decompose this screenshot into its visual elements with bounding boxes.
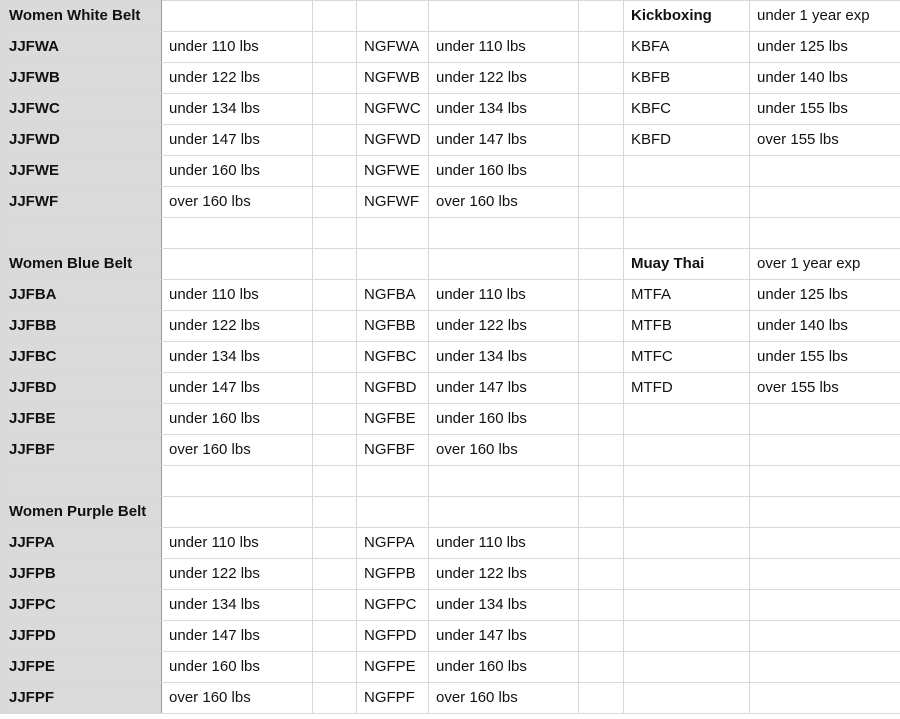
- table-cell[interactable]: [313, 311, 357, 342]
- table-cell[interactable]: [750, 156, 900, 187]
- table-row: [1, 342, 900, 373]
- table-cell[interactable]: [750, 683, 900, 714]
- table-cell[interactable]: Muay Thai: [624, 249, 750, 280]
- table-cell[interactable]: under 125 lbs: [750, 32, 900, 63]
- table-cell[interactable]: under 155 lbs: [750, 342, 900, 373]
- table-cell[interactable]: [579, 218, 624, 249]
- table-cell[interactable]: NGFWD: [357, 125, 429, 156]
- table-cell[interactable]: [579, 590, 624, 621]
- table-row: [1, 125, 900, 156]
- table-cell[interactable]: [624, 652, 750, 683]
- table-cell[interactable]: [750, 621, 900, 652]
- table-cell[interactable]: [579, 1, 624, 32]
- table-cell[interactable]: [313, 683, 357, 714]
- table-cell[interactable]: under 122 lbs: [429, 559, 579, 590]
- section-header-row: [1, 249, 900, 280]
- table-cell[interactable]: [429, 466, 579, 497]
- spreadsheet-body: [1, 1, 900, 714]
- table-cell[interactable]: [357, 1, 429, 32]
- table-cell[interactable]: MTFA: [624, 280, 750, 311]
- table-cell[interactable]: [313, 652, 357, 683]
- table-cell[interactable]: under 134 lbs: [429, 94, 579, 125]
- table-cell[interactable]: [429, 218, 579, 249]
- table-cell[interactable]: [357, 497, 429, 528]
- table-cell[interactable]: [750, 559, 900, 590]
- table-cell[interactable]: JJFPB: [1, 559, 162, 590]
- table-cell[interactable]: under 140 lbs: [750, 63, 900, 94]
- table-cell[interactable]: [313, 528, 357, 559]
- table-cell[interactable]: [624, 466, 750, 497]
- table-cell[interactable]: [313, 280, 357, 311]
- table-cell[interactable]: [579, 683, 624, 714]
- table-cell[interactable]: under 134 lbs: [429, 590, 579, 621]
- table-cell[interactable]: JJFWD: [1, 125, 162, 156]
- table-cell[interactable]: NGFBE: [357, 404, 429, 435]
- table-row: [1, 528, 900, 559]
- table-row: [1, 466, 900, 497]
- table-cell[interactable]: [357, 466, 429, 497]
- table-cell[interactable]: [313, 63, 357, 94]
- table-cell[interactable]: under 110 lbs: [429, 32, 579, 63]
- table-cell[interactable]: [1, 218, 162, 249]
- table-row: [1, 621, 900, 652]
- table-cell[interactable]: [1, 466, 162, 497]
- table-cell[interactable]: [579, 497, 624, 528]
- table-cell[interactable]: under 160 lbs: [162, 156, 313, 187]
- table-cell[interactable]: [429, 1, 579, 32]
- table-cell[interactable]: [579, 125, 624, 156]
- table-cell[interactable]: [750, 435, 900, 466]
- table-cell[interactable]: under 147 lbs: [429, 373, 579, 404]
- table-cell[interactable]: Women White Belt: [1, 1, 162, 32]
- table-cell[interactable]: over 155 lbs: [750, 125, 900, 156]
- table-row: [1, 652, 900, 683]
- table-cell[interactable]: over 160 lbs: [162, 683, 313, 714]
- table-cell[interactable]: JJFBF: [1, 435, 162, 466]
- table-cell[interactable]: [313, 497, 357, 528]
- table-cell[interactable]: [429, 249, 579, 280]
- table-cell[interactable]: [750, 528, 900, 559]
- table-cell[interactable]: [579, 621, 624, 652]
- table-cell[interactable]: NGFBA: [357, 280, 429, 311]
- table-cell[interactable]: JJFPD: [1, 621, 162, 652]
- table-cell[interactable]: [162, 1, 313, 32]
- table-row: [1, 156, 900, 187]
- table-cell[interactable]: under 110 lbs: [162, 528, 313, 559]
- table-cell[interactable]: NGFWF: [357, 187, 429, 218]
- table-row: [1, 373, 900, 404]
- table-cell[interactable]: JJFWF: [1, 187, 162, 218]
- table-cell[interactable]: [579, 156, 624, 187]
- table-cell[interactable]: under 147 lbs: [429, 621, 579, 652]
- table-cell[interactable]: JJFPF: [1, 683, 162, 714]
- table-cell[interactable]: [624, 559, 750, 590]
- table-cell[interactable]: JJFPE: [1, 652, 162, 683]
- table-cell[interactable]: [313, 466, 357, 497]
- table-cell[interactable]: [624, 435, 750, 466]
- table-cell[interactable]: under 122 lbs: [162, 63, 313, 94]
- table-cell[interactable]: [162, 466, 313, 497]
- table-cell[interactable]: [624, 187, 750, 218]
- table-cell[interactable]: [313, 435, 357, 466]
- table-cell[interactable]: under 122 lbs: [429, 311, 579, 342]
- table-cell[interactable]: NGFPE: [357, 652, 429, 683]
- table-cell[interactable]: [624, 218, 750, 249]
- table-row: [1, 559, 900, 590]
- table-cell[interactable]: under 147 lbs: [162, 373, 313, 404]
- table-cell[interactable]: JJFWA: [1, 32, 162, 63]
- table-row: [1, 435, 900, 466]
- table-cell[interactable]: NGFBF: [357, 435, 429, 466]
- table-row: [1, 187, 900, 218]
- table-cell[interactable]: [579, 373, 624, 404]
- table-cell[interactable]: JJFWB: [1, 63, 162, 94]
- table-cell[interactable]: under 147 lbs: [162, 125, 313, 156]
- table-cell[interactable]: NGFBC: [357, 342, 429, 373]
- table-cell[interactable]: under 134 lbs: [429, 342, 579, 373]
- table-cell[interactable]: [313, 1, 357, 32]
- table-cell[interactable]: NGFWA: [357, 32, 429, 63]
- table-cell[interactable]: [624, 621, 750, 652]
- table-cell[interactable]: under 155 lbs: [750, 94, 900, 125]
- table-cell[interactable]: under 125 lbs: [750, 280, 900, 311]
- table-cell[interactable]: [579, 63, 624, 94]
- table-cell[interactable]: under 160 lbs: [429, 652, 579, 683]
- table-row: [1, 590, 900, 621]
- table-cell[interactable]: [624, 590, 750, 621]
- table-cell[interactable]: KBFA: [624, 32, 750, 63]
- table-cell[interactable]: JJFPC: [1, 590, 162, 621]
- table-cell[interactable]: JJFWE: [1, 156, 162, 187]
- table-cell[interactable]: [579, 187, 624, 218]
- table-cell[interactable]: MTFC: [624, 342, 750, 373]
- table-cell[interactable]: [579, 559, 624, 590]
- table-cell[interactable]: [579, 249, 624, 280]
- table-cell[interactable]: [429, 497, 579, 528]
- table-cell[interactable]: over 160 lbs: [429, 187, 579, 218]
- table-row: [1, 683, 900, 714]
- table-cell[interactable]: under 110 lbs: [162, 280, 313, 311]
- table-cell[interactable]: [624, 156, 750, 187]
- table-cell[interactable]: [313, 32, 357, 63]
- table-cell[interactable]: [750, 218, 900, 249]
- table-cell[interactable]: [162, 218, 313, 249]
- table-row: [1, 404, 900, 435]
- section-header-row: [1, 497, 900, 528]
- table-row: [1, 32, 900, 63]
- table-cell[interactable]: [313, 559, 357, 590]
- table-cell[interactable]: [313, 590, 357, 621]
- table-cell[interactable]: NGFBD: [357, 373, 429, 404]
- table-cell[interactable]: [313, 249, 357, 280]
- table-cell[interactable]: over 160 lbs: [162, 187, 313, 218]
- table-cell[interactable]: under 160 lbs: [429, 404, 579, 435]
- table-cell[interactable]: NGFBB: [357, 311, 429, 342]
- table-cell[interactable]: [313, 125, 357, 156]
- table-row: [1, 311, 900, 342]
- table-cell[interactable]: [579, 94, 624, 125]
- table-cell[interactable]: NGFWE: [357, 156, 429, 187]
- table-cell[interactable]: under 134 lbs: [162, 94, 313, 125]
- table-cell[interactable]: under 134 lbs: [162, 590, 313, 621]
- table-cell[interactable]: JJFBD: [1, 373, 162, 404]
- table-cell[interactable]: [313, 621, 357, 652]
- table-cell[interactable]: [357, 249, 429, 280]
- table-cell[interactable]: [624, 683, 750, 714]
- table-cell[interactable]: [579, 342, 624, 373]
- table-cell[interactable]: under 140 lbs: [750, 311, 900, 342]
- table-cell[interactable]: NGFPC: [357, 590, 429, 621]
- table-cell[interactable]: [313, 373, 357, 404]
- table-cell[interactable]: over 1 year exp: [750, 249, 900, 280]
- table-cell[interactable]: [313, 187, 357, 218]
- table-cell[interactable]: JJFWC: [1, 94, 162, 125]
- table-cell[interactable]: under 122 lbs: [162, 311, 313, 342]
- table-cell[interactable]: under 147 lbs: [429, 125, 579, 156]
- table-cell[interactable]: NGFPB: [357, 559, 429, 590]
- table-cell[interactable]: under 160 lbs: [162, 652, 313, 683]
- table-cell[interactable]: [624, 404, 750, 435]
- table-cell[interactable]: [750, 497, 900, 528]
- table-row: [1, 218, 900, 249]
- table-cell[interactable]: KBFB: [624, 63, 750, 94]
- table-cell[interactable]: [624, 497, 750, 528]
- table-cell[interactable]: over 160 lbs: [429, 435, 579, 466]
- table-cell[interactable]: under 110 lbs: [162, 32, 313, 63]
- table-cell[interactable]: Kickboxing: [624, 1, 750, 32]
- table-cell[interactable]: [579, 528, 624, 559]
- table-cell[interactable]: [579, 404, 624, 435]
- table-cell[interactable]: KBFC: [624, 94, 750, 125]
- table-row: [1, 280, 900, 311]
- table-cell[interactable]: NGFPD: [357, 621, 429, 652]
- table-cell[interactable]: under 1 year exp: [750, 1, 900, 32]
- table-cell[interactable]: over 155 lbs: [750, 373, 900, 404]
- table-cell[interactable]: [624, 528, 750, 559]
- table-cell[interactable]: MTFB: [624, 311, 750, 342]
- table-cell[interactable]: KBFD: [624, 125, 750, 156]
- table-cell[interactable]: JJFBC: [1, 342, 162, 373]
- table-cell[interactable]: [579, 280, 624, 311]
- table-cell[interactable]: [750, 466, 900, 497]
- table-cell[interactable]: [579, 32, 624, 63]
- table-cell[interactable]: [162, 497, 313, 528]
- table-cell[interactable]: [579, 652, 624, 683]
- table-cell[interactable]: [313, 218, 357, 249]
- table-cell[interactable]: Women Purple Belt: [1, 497, 162, 528]
- table-cell[interactable]: [162, 249, 313, 280]
- table-cell[interactable]: NGFWB: [357, 63, 429, 94]
- table-cell[interactable]: under 122 lbs: [429, 63, 579, 94]
- table-cell[interactable]: [579, 466, 624, 497]
- table-cell[interactable]: under 110 lbs: [429, 528, 579, 559]
- table-cell[interactable]: JJFBA: [1, 280, 162, 311]
- table-cell[interactable]: [750, 404, 900, 435]
- table-cell[interactable]: under 110 lbs: [429, 280, 579, 311]
- table-cell[interactable]: JJFBB: [1, 311, 162, 342]
- table-cell[interactable]: under 122 lbs: [162, 559, 313, 590]
- table-cell[interactable]: NGFPF: [357, 683, 429, 714]
- table-cell[interactable]: [579, 311, 624, 342]
- table-cell[interactable]: [750, 590, 900, 621]
- table-row: [1, 63, 900, 94]
- section-header-row: [1, 1, 900, 32]
- table-cell[interactable]: JJFBE: [1, 404, 162, 435]
- table-cell[interactable]: [313, 156, 357, 187]
- table-cell[interactable]: [313, 94, 357, 125]
- table-cell[interactable]: [357, 218, 429, 249]
- table-cell[interactable]: under 160 lbs: [162, 404, 313, 435]
- table-cell[interactable]: JJFPA: [1, 528, 162, 559]
- table-cell[interactable]: under 134 lbs: [162, 342, 313, 373]
- table-cell[interactable]: Women Blue Belt: [1, 249, 162, 280]
- table-cell[interactable]: under 147 lbs: [162, 621, 313, 652]
- table-cell[interactable]: MTFD: [624, 373, 750, 404]
- table-cell[interactable]: over 160 lbs: [162, 435, 313, 466]
- table-cell[interactable]: [750, 652, 900, 683]
- table-cell[interactable]: [313, 404, 357, 435]
- table-cell[interactable]: [750, 187, 900, 218]
- table-cell[interactable]: NGFWC: [357, 94, 429, 125]
- table-cell[interactable]: NGFPA: [357, 528, 429, 559]
- table-cell[interactable]: [579, 435, 624, 466]
- table-cell[interactable]: under 160 lbs: [429, 156, 579, 187]
- table-row: [1, 94, 900, 125]
- table-cell[interactable]: over 160 lbs: [429, 683, 579, 714]
- table-cell[interactable]: [313, 342, 357, 373]
